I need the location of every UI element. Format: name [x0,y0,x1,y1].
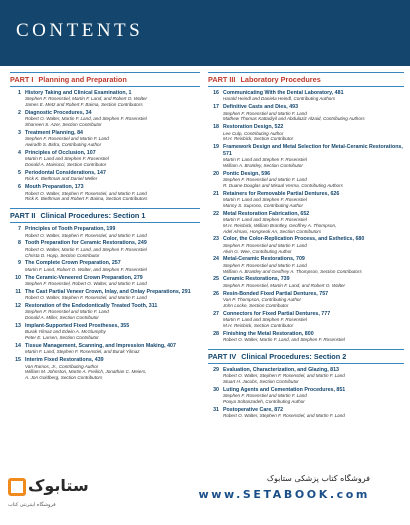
chapter-authors: Martin F. Land and Stephen F. Rosenstiel [223,197,307,203]
chapter-number: 27 [213,310,219,317]
chapter-entry [10,289,200,301]
chapter-title: Treatment Planning, 84 [25,130,83,136]
chapter-number: 26 [213,290,219,297]
part-title: Clinical Procedures: Section 2 [241,351,347,361]
chapter-authors: Martin F. Land and Stephen F. Rosenstiel [25,156,109,162]
chapter-authors: Martin F. Land, Robert O. Walter, and Stephen F. Rosenstiel [25,266,147,272]
chapter-number: 22 [213,210,219,217]
chapter-entry [208,124,404,142]
chapter-number: 20 [213,170,219,177]
chapter-authors: Manny S. Suprono, Contributing Author [223,202,304,208]
chapter-body [223,256,404,274]
chapter-entry [208,331,404,343]
part-number: PART I [10,75,34,84]
part-heading-3 [208,72,404,87]
part-heading-2 [10,208,200,223]
chapter-title: Principles of Occlusion, 107 [25,150,96,156]
chapter-number: 3 [18,130,21,136]
chapter-entry [10,240,200,258]
chapter-title: Interim Fixed Restorations, 439 [25,357,104,364]
chapter-title: The Cast Partial Veneer Crown, Inlay, and Onlay Preparations, 291 [25,288,191,295]
chapter-authors: Stuart H. Jacobs, Section Contributor [223,379,299,385]
chapter-body [25,357,200,381]
chapter-entry [10,343,200,355]
chapter-entry [10,357,200,381]
chapter-number: 12 [15,303,21,310]
chapter-body [223,124,404,142]
chapter-authors: Stephen F. Rosenstiel and Martin F. Land [223,110,307,116]
chapter-body [25,170,200,182]
part-title: Laboratory Procedures [240,75,321,84]
chapter-body [25,275,200,287]
chapter-title: Implant-Supported Fixed Prostheses, 355 [25,323,130,330]
chapter-title: Framework Design and Metal Selection for Metal-Ceramic Restorations, 571 [223,144,403,157]
chapter-title: Postoperative Care, 872 [223,406,284,413]
chapter-authors: Sharreen S. Azer, Section Contributor [25,122,102,128]
chapter-entry [10,110,200,128]
chapter-number: 1 [18,90,21,96]
part-number: PART III [208,75,236,84]
chapter-number: 17 [213,104,219,111]
chapter-number: 18 [213,124,219,131]
chapter-authors: Robert O. Walter, Martin F. Land, and Stephen F. Rosenstiel [25,246,147,252]
chapter-number: 30 [213,386,219,393]
chapter-title: Diagnostic Procedures, 34 [25,110,92,116]
chapter-authors: M.H. Reisbick, Section Contributor [223,136,294,142]
chapter-authors: William M. Johnston, Martin A. Freilich, Jonathan C. Meiers, [25,369,147,375]
chapter-body [223,236,404,254]
chapter-entry [10,323,200,341]
chapter-number: 23 [213,236,219,243]
chapter-authors: Stephen F. Rosenstiel and Martin F. Land [223,262,307,268]
chapter-title: Communicating With the Dental Laboratory, 481 [223,90,344,96]
chapter-title: Ceramic Restorations, 739 [223,276,290,283]
chapter-body [25,240,200,258]
chapter-body [223,90,404,102]
chapter-authors: Christa D. Hopp, Section Contributor [25,252,100,258]
chapter-authors: Awiradh S. Bidra, Contributing Author [25,142,102,148]
chapter-entry [208,387,404,405]
chapter-title: Metal-Ceramic Restorations, 709 [223,256,305,263]
chapter-list-part2 [10,226,200,381]
contents-header [0,0,410,66]
chapter-entry [10,260,200,272]
chapter-authors: Martin F. Land and Stephen F. Rosenstiel [223,317,307,323]
chapter-body [223,144,404,168]
chapter-title: History Taking and Clinical Examination, 1 [25,90,132,96]
chapter-authors: Rick K. Biethman and Robert F. Baima, Section Contributors [25,196,148,202]
chapter-authors: R. Duane Douglas and Misaal Verma, Contributing Authors [223,182,343,188]
chapter-title: Mouth Preparation, 173 [25,184,84,191]
chapter-authors: Robert O. Walter, Martin F. Land, and Stephen F. Rosenstiel [25,116,147,122]
chapter-title: The Ceramic-Veneered Crown Preparation, 279 [25,274,143,281]
chapter-body [223,171,404,189]
chapter-number: 16 [213,90,219,96]
chapter-entry [208,144,404,168]
chapter-authors: Lee Culp, Contributing Author [223,130,284,136]
left-column [10,68,200,383]
chapter-authors: A. Jon Goldberg, Section Contributors [25,375,103,381]
chapter-authors: M.H. Reisbick, Section Contributor [223,322,294,328]
store-url-link[interactable]: www.SETABOOK.com [198,488,370,501]
watermark-footer [0,468,410,525]
chapter-authors: Martin F. Land, Stephen F. Rosenstiel, and Burak Yilmaz [25,349,140,355]
chapter-title: Luting Agents and Cementation Procedures, 851 [223,386,346,393]
chapter-authors: Martin F. Land and Stephen F. Rosenstiel [223,217,307,223]
chapter-body [223,191,404,209]
chapter-body [223,104,404,122]
logo-icon [8,478,26,496]
chapter-entry [208,311,404,329]
chapter-title: Restoration Design, 522 [223,124,284,131]
chapter-entry [208,276,404,288]
chapter-authors: Alvin G. Wee, Contributing Author [223,248,292,254]
chapter-title: Tissue Management, Scanning, and Impression Making, 407 [25,343,176,350]
chapter-body [25,150,200,168]
logo-word: ستابوک [28,476,89,495]
chapter-entry [208,211,404,235]
chapter-body [223,311,404,329]
chapter-authors: Robert O. Walter, Stephen F. Rosenstiel, and Martin F. Land [25,232,147,238]
chapter-authors: William A. Brantley and Geoffrey A. Thompson, Section Contributors [223,268,362,274]
chapter-entry [10,226,200,238]
chapter-body [25,323,200,341]
chapter-authors: Robert O. Walter, Martin F. Land, and Stephen F. Rosenstiel [223,337,345,343]
chapter-title: Periodontal Considerations, 147 [25,170,106,176]
chapter-body [25,343,200,355]
chapter-title: Connectors for Fixed Partial Dentures, 777 [223,310,331,317]
chapter-authors: Robert O. Walter, Stephen F. Rosenstiel, and Martin F. Land [223,373,345,379]
chapter-entry [208,407,404,419]
chapter-entry [10,170,200,182]
chapter-authors: Stephen F. Rosenstiel, Robert O. Walter, and Martin F. Land [25,281,147,287]
chapter-authors: James E. Metz and Robert F. Baima, Section Contributors [25,102,143,108]
chapter-number: 31 [213,406,219,413]
chapter-number: 4 [18,150,21,156]
part-number: PART II [10,211,36,221]
chapter-entry [10,275,200,287]
chapter-body [223,291,404,309]
part-title: Clinical Procedures: Section 1 [40,211,146,221]
chapter-authors: Mathew Thomas Kattadiyil and Abdulaziz Alzaid, Contributing Authors [223,116,365,122]
chapter-authors: Robert O. Walter, Stephen F. Rosenstiel, and Martin F. Land [223,413,345,419]
chapter-authors: John Locke, Section Contributor [223,302,289,308]
chapter-title: Color, the Color-Replication Process, and Esthetics, 680 [223,236,365,243]
part-heading-1 [10,72,200,87]
chapter-title: Finishing the Metal Restoration, 800 [223,330,314,337]
chapter-title: Evaluation, Characterization, and Glazing, 813 [223,366,339,373]
chapter-number: 25 [213,276,219,283]
chapter-authors: Van Ramos, Jr., Contributing Author [25,363,99,369]
chapter-number: 21 [213,190,219,197]
chapter-title: Restoration of the Endodontically Treated Tooth, 311 [25,303,158,310]
chapter-authors: Rick K. Biethman and Daniel Meller [25,176,98,182]
chapter-list-part4 [208,367,404,419]
chapter-body [25,226,200,238]
chapter-authors: Stephen F. Rosenstiel and Martin F. Land [223,393,307,399]
chapter-authors: Donald A. Mairiocci, Section Contributor [25,162,107,168]
chapter-authors: Martin F. Land and Stephen F. Rosenstiel [223,157,307,163]
chapter-number: 6 [18,184,21,191]
chapter-authors: Donald A. Miller, Section Contributor [25,315,99,321]
chapter-number: 15 [15,357,21,364]
chapter-body [25,110,200,128]
chapter-body [25,184,200,202]
chapter-entry [208,367,404,385]
chapter-title: Retainers for Removable Partial Dentures, 626 [223,190,340,197]
chapter-body [25,289,200,301]
chapter-authors: Robert O. Walter, Stephen F. Rosenstiel, and Martin F. Land [25,295,147,301]
chapter-entry [208,236,404,254]
chapter-authors: Peter E. Larsen, Section Contributor [25,335,99,341]
chapter-list-part1 [10,90,200,202]
chapter-body [25,90,200,108]
chapter-number: 28 [213,330,219,337]
chapter-authors: Stephen F. Rosenstiel, Martin F. Land, and Robert O. Walter [25,96,148,102]
chapter-entry [10,150,200,168]
chapter-title: Metal Restoration Fabrication, 652 [223,210,310,217]
chapter-body [223,331,404,343]
part-title: Planning and Preparation [38,75,127,84]
chapter-authors: Harald Heindl and Daniela Heindl, Contributing Authors [223,96,336,102]
chapter-number: 29 [213,366,219,373]
chapter-title: Tooth Preparation for Ceramic Restorations, 249 [25,240,147,247]
right-column [208,68,404,421]
chapter-authors: Adel Almasi, Hongseok An, Section Contributors [223,228,322,234]
part-number: PART IV [208,351,237,361]
chapter-authors: Stephen F. Rosenstiel and Martin F. Land [223,177,307,183]
chapter-body [25,130,200,148]
chapter-body [223,367,404,385]
chapter-entry [208,171,404,189]
chapter-number: 9 [18,260,21,267]
setabook-logo[interactable] [8,474,89,518]
chapter-number: 10 [15,274,21,281]
chapter-body [25,260,200,272]
chapter-number: 11 [15,288,21,295]
store-name: فروشگاه کتاب پزشکی ستابوک [266,474,370,483]
chapter-authors: Stephen F. Rosenstiel and Martin F. Land [25,309,109,315]
chapter-authors: Robert O. Walter, Stephen F. Rosenstiel, and Martin F. Land [25,190,147,196]
chapter-entry [208,191,404,209]
chapter-number: 2 [18,110,21,116]
chapter-authors: Van P. Thompson, Contributing Author [223,297,301,303]
chapter-title: Definitive Casts and Dies, 493 [223,104,299,111]
chapter-entry [10,184,200,202]
chapter-body [223,211,404,235]
chapter-entry [10,90,200,108]
chapter-authors: Stephen F. Rosenstiel, Martin F. Land, and Robert O. Walter [223,282,346,288]
logo-subtitle: فروشگاه اینترنتی کتاب [8,502,56,508]
page-title: CONTENTS [16,20,144,41]
chapter-body [25,303,200,321]
chapter-number: 5 [18,170,21,176]
chapter-number: 19 [213,144,219,151]
chapter-entry [10,130,200,148]
chapter-list-part3 [208,90,404,343]
chapter-entry [208,90,404,102]
chapter-number: 24 [213,256,219,263]
chapter-entry [208,104,404,122]
chapter-authors: Stephen F. Rosenstiel and Martin F. Land [223,242,307,248]
chapter-authors: William A. Brantley, Section Contributor [223,162,303,168]
chapter-title: Resin-Bonded Fixed Partial Dentures, 757 [223,290,329,297]
chapter-authors: Stephen F. Rosenstiel and Martin F. Land [25,136,109,142]
chapter-body [223,387,404,405]
chapter-title: The Complete Crown Preparation, 257 [25,260,121,267]
chapter-entry [10,303,200,321]
chapter-body [223,407,404,419]
chapter-number: 7 [18,226,21,233]
chapter-authors: Pooya Soltanzadeh, Contributing Author [223,399,305,405]
chapter-number: 8 [18,240,21,247]
chapter-title: Principles of Tooth Preparation, 199 [25,226,116,233]
chapter-number: 14 [15,343,21,350]
chapter-number: 13 [15,323,21,330]
chapter-authors: M.H. Reisbick, William Brantley, Geoffrey A. Thompson, [223,222,337,228]
chapter-authors: Burak Yilmaz and Edwin A. McGlumphy [25,329,106,335]
chapter-entry [208,291,404,309]
chapter-title: Pontic Design, 596 [223,170,271,177]
chapter-body [223,276,404,288]
chapter-entry [208,256,404,274]
part-heading-4 [208,349,404,364]
